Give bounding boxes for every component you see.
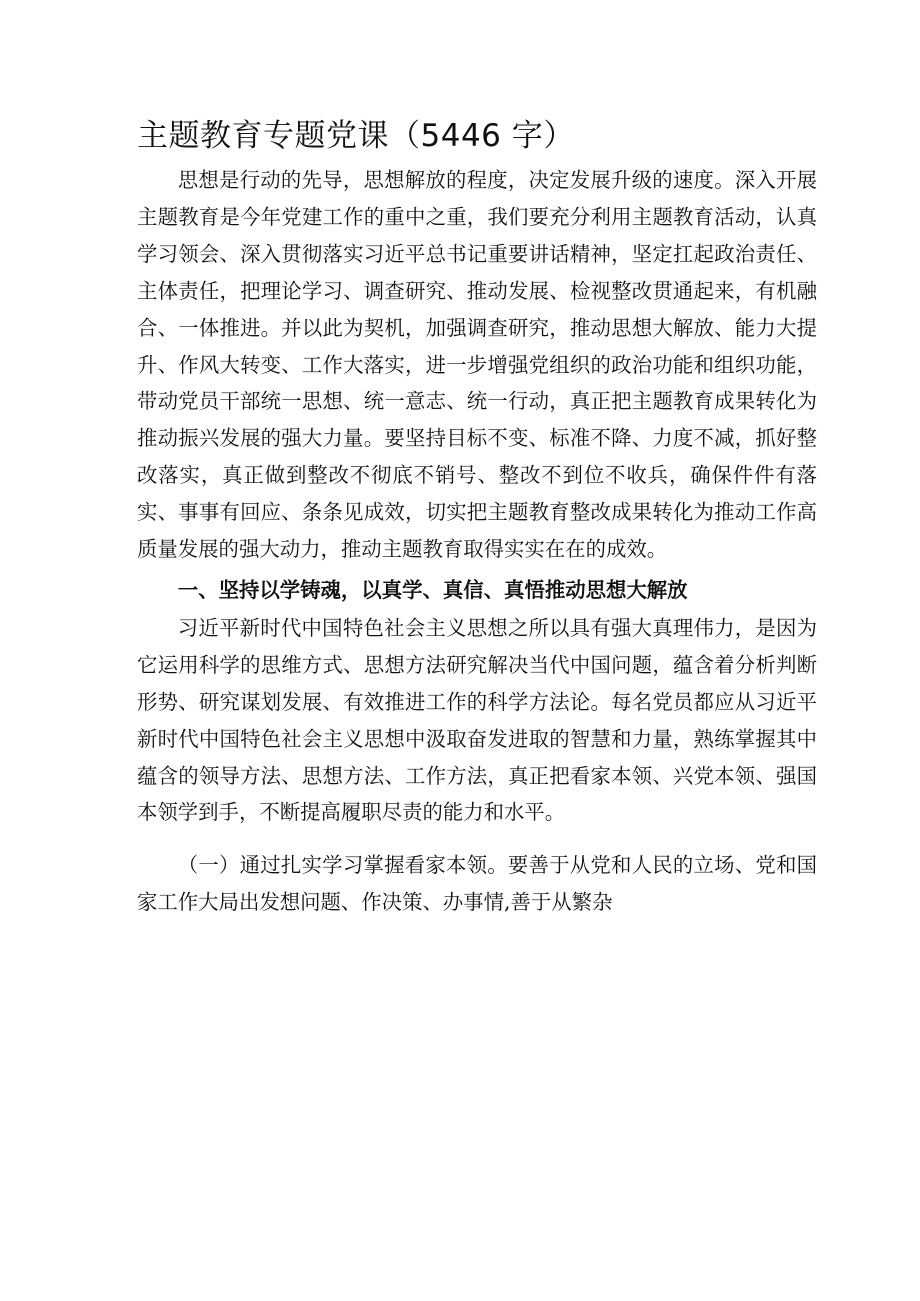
section-paragraph: 习近平新时代中国特色社会主义思想之所以具有强大真理伟力，是因为它运用科学的思维方式、思想方法研究解决当代中国问题，蕴含着分析判断形势、研究谋划发展、有效推进工作的科学方法论。每名党员都应从习近平新时代中国特色社会主义思想中汲取奋发进取的智慧和力量，熟练掌握其中蕴含的领导方法、思想方法、工作方法，真正把看家本领、兴党本领、强国本领学到手，不断提高履职尽责的能力和水平。 <box>137 615 817 825</box>
section-heading: 一、坚持以学铸魂，以真学、真信、真悟推动思想大解放 <box>177 577 688 602</box>
intro-paragraph: 思想是行动的先导，思想解放的程度，决定发展升级的速度。深入开展主题教育是今年党建工作的重中之重，我们要充分利用主题教育活动，认真学习领会、深入贯彻落实习近平总书记重要讲话精神，坚定扛起政治责任、主体责任，把理论学习、调查研究、推动发展、检视整改贯通起来，有机融合、一体推进。并以此为契机，加强调查研究，推动思想大解放、能力大提升、作风大转变、工作大落实，进一步增强党组织的政治功能和组织功能，带动党员干部统一思想、统一意志、统一行动，真正把主题教育成果转化为推动振兴发展的强大力量。要坚持目标不变、标准不降、力度不减，抓好整改落实，真正做到整改不彻底不销号、整改不到位不收兵，确保件件有落实、事事有回应、条条见成效，切实把主题教育整改成果转化为推动工作高质量发展的强大动力，推动主题教育取得实实在在的成效。 <box>137 168 817 562</box>
document-title: 主题教育专题党课（5446 字） <box>137 118 575 154</box>
document-body <box>137 110 817 921</box>
subsection-paragraph: （一）通过扎实学习掌握看家本领。要善于从党和人民的立场、党和国家工作大局出发想问题、作决策、办事情,善于从繁杂 <box>137 853 817 915</box>
